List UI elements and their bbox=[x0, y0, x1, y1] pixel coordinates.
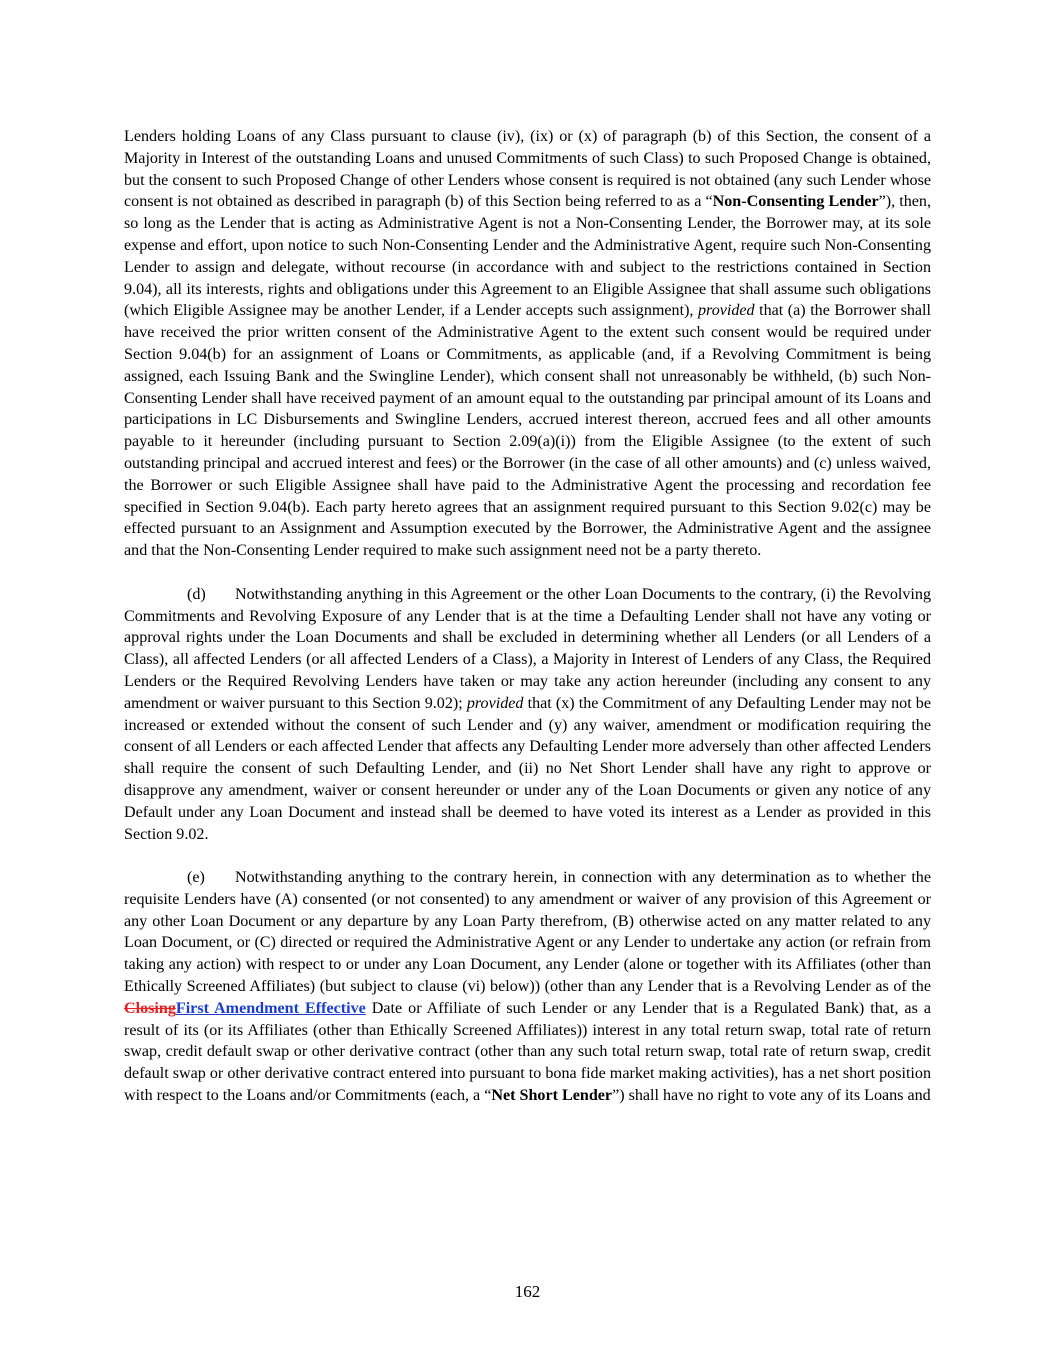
paragraph-e-text-2: Date or Affiliate of such Lender or any Lender that is a Regulated Bank) that, as a result of its (or its Affiliates (other than Ethically Screened Affiliates)) interest in any total return swap, total rate of return swap, credit default swap or other derivative contract (other than any such total return swap, total rate of return swap, credit default swap or other derivative contract entered into pursuant to bona fide market making activities), has a net short position with respect to the Loans and/or Commitments (each, a “ bbox=[124, 999, 931, 1105]
paragraph-d bbox=[124, 584, 931, 846]
paragraph-e-text-1: Notwithstanding anything to the contrary herein, in connection with any determination as to whether the requisite Lenders have (A) consented (or not consented) to any amendment or waiver of any provision of this Agreement or any other Loan Document or any departure by any Loan Party therefrom, (B) otherwise acted on any matter related to any Loan Document, or (C) directed or required the Administrative Agent or any Lender to undertake any action (or refrain from taking any action) with respect to or under any Loan Document, any Lender (alone or together with its Affiliates (other than Ethically Screened Affiliates) (but subject to clause (vi) below)) (other than any Lender that is a Revolving Lender as of the bbox=[124, 869, 931, 996]
document-page bbox=[124, 126, 931, 1107]
provided-italic: provided bbox=[466, 694, 524, 712]
paragraph-d-label: (d) bbox=[187, 585, 206, 603]
inserted-text-first-amendment-effective: First Amendment Effective bbox=[175, 999, 366, 1017]
paragraph-c-text-3: that (a) the Borrower shall have received the prior written consent of the Administrative Agent to the extent such consent would be required under Section 9.04(b) for an assignment of Loans or Commitments, as applicable (and, if a Revolving Commitment is being assigned, each Issuing Bank and the Swingline Lender), which consent shall not unreasonably be withheld, (b) such Non-Consenting Lender shall have received payment of an amount equal to the outstanding par principal amount of its Loans and participations in LC Disbursements and Swingline Lenders, accrued interest thereon, accrued fees and all other amounts payable to it hereunder (including pursuant to Section 2.09(a)(i)) from the Eligible Assignee (to the extent of such outstanding principal and accrued interest and fees) or the Borrower (in the case of all other amounts) and (c) unless waived, the Borrower or such Eligible Assignee shall have paid to the Administrative Agent the processing and recordation fee specified in Section 9.04(b). Each party hereto agrees that an assignment required pursuant to this Section 9.02(c) may be effected pursuant to an Assignment and Assumption executed by the Borrower, the Administrative Agent and the assignee and that the Non-Consenting Lender required to make such assignment need not be a party thereto. bbox=[124, 302, 931, 560]
paragraph-c-text-2: ”), then, so long as the Lender that is acting as Administrative Agent is not a Non-Consenting Lender, the Borrower may, at its sole expense and effort, upon notice to such Non-Consenting Lender and the Administrative Agent, require such Non-Consenting Lender to assign and delegate, without recourse (in accordance with and subject to the restrictions contained in Section 9.04), all its interests, rights and obligations under this Agreement to an Eligible Assignee that shall assume such obligations (which Eligible Assignee may be another Lender, if a Lender accepts such assignment), bbox=[124, 193, 931, 320]
paragraph-e bbox=[124, 867, 931, 1107]
paragraph-d-text-2: that (x) the Commitment of any Defaulting Lender may not be increased or extended without the consent of such Lender and (y) any waiver, amendment or modification requiring the consent of all Lenders or each affected Lender that affects any Defaulting Lender more adversely than other affected Lenders shall require the consent of such Defaulting Lender, and (ii) no Net Short Lender shall have any right to approve or disapprove any amendment, waiver or consent hereunder or under any of the Loan Documents or given any notice of any Default under any Loan Document and instead shall be deemed to have voted its interest as a Lender as provided in this Section 9.02. bbox=[124, 694, 931, 843]
paragraph-e-label: (e) bbox=[187, 869, 205, 887]
paragraph-c-text-1: Lenders holding Loans of any Class pursuant to clause (iv), (ix) or (x) of paragraph (b) of this Section, the consent of a Majority in Interest of the outstanding Loans and unused Commitments of such Class) to such Proposed Change is obtained, but the consent to such Proposed Change of other Lenders whose consent is required is not obtained (any such Lender whose consent is not obtained as described in paragraph (b) of this Section being referred to as a “ bbox=[124, 128, 931, 211]
paragraph-e-text-3: ”) shall have no right to vote any of its Loans and bbox=[612, 1087, 931, 1105]
page-number: 162 bbox=[514, 1282, 541, 1301]
deleted-text-closing: Closing bbox=[124, 999, 176, 1017]
paragraph-d-text-1: Notwithstanding anything in this Agreement or the other Loan Documents to the contrary, (i) the Revolving Commitments and Revolving Exposure of any Lender that is at the time a Defaulting Lender shall not have any voting or approval rights under the Loan Documents and shall be excluded in determining whether all Lenders (or all Lenders of a Class), all affected Lenders (or all affected Lenders of a Class), a Majority in Interest of Lenders of any Class, the Required Lenders or the Required Revolving Lenders have taken or may take any action hereunder (including any consent to any amendment or waiver pursuant to this Section 9.02); bbox=[124, 585, 931, 712]
defined-term-non-consenting-lender: Non-Consenting Lender bbox=[712, 193, 879, 211]
paragraph-c-continued bbox=[124, 126, 931, 562]
provided-italic: provided bbox=[697, 302, 755, 320]
defined-term-net-short-lender: Net Short Lender bbox=[491, 1087, 613, 1105]
